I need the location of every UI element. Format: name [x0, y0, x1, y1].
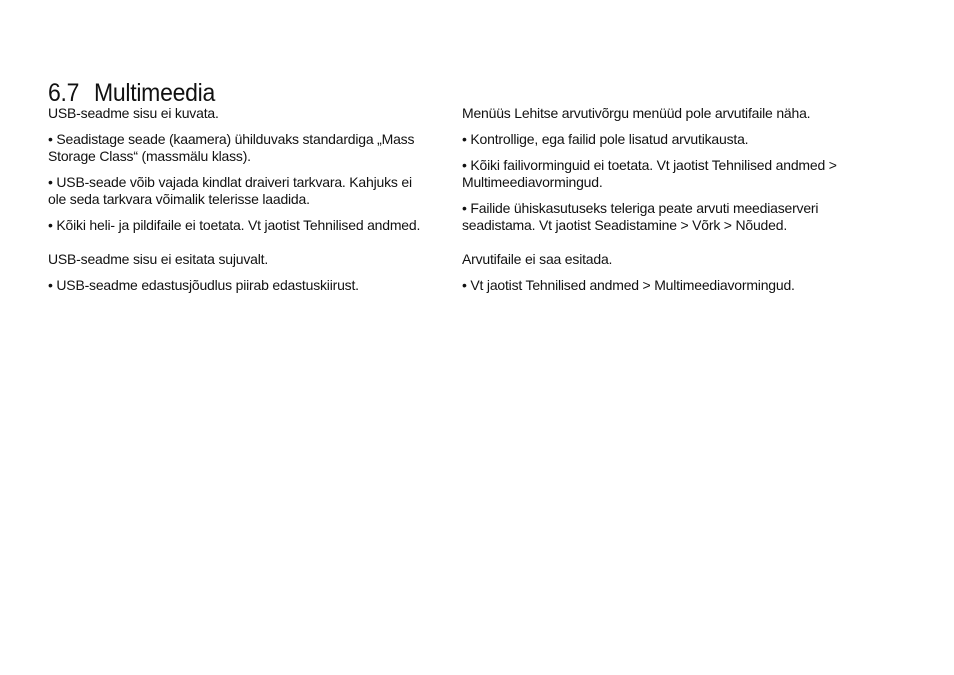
problem-statement: Menüüs Lehitse arvutivõrgu menüüd pole arvutifaile näha. [462, 105, 811, 121]
section-number: 6.7 [48, 78, 80, 107]
solution-bullet: • Failide ühiskasutuseks teleriga peate arvuti meediaserveri seadistama. Vt jaotist Seadistamine > Võrk > Nõuded. [462, 200, 819, 233]
section-title: Multimeedia [94, 78, 215, 107]
solution-bullet: • USB-seade võib vajada kindlat draiveri tarkvara. Kahjuks ei ole seda tarkvara võimalik telerisse laadida. [48, 174, 412, 207]
left-column [48, 105, 430, 303]
section-heading [48, 77, 215, 109]
problem-statement: Arvutifaile ei saa esitada. [462, 251, 613, 267]
problem-statement: USB-seadme sisu ei esitata sujuvalt. [48, 251, 269, 267]
solution-bullet: • Seadistage seade (kaamera) ühilduvaks standardiga „Mass Storage Class“ (massmälu klass). [48, 131, 415, 164]
troubleshoot-group [48, 105, 430, 234]
troubleshoot-group [462, 251, 844, 294]
solution-bullet: • Kõiki failivorminguid ei toetata. Vt jaotist Tehnilised andmed > Multimeediavormingud. [462, 157, 837, 190]
troubleshoot-group [462, 105, 844, 234]
solution-bullet: • Kõiki heli- ja pildifaile ei toetata. Vt jaotist Tehnilised andmed. [48, 217, 421, 233]
right-column [462, 105, 844, 303]
solution-bullet: • Vt jaotist Tehnilised andmed > Multimeediavormingud. [462, 277, 795, 293]
solution-bullet: • USB-seadme edastusjõudlus piirab edastuskiirust. [48, 277, 359, 293]
troubleshoot-group [48, 251, 430, 294]
solution-bullet: • Kontrollige, ega failid pole lisatud arvutikausta. [462, 131, 749, 147]
problem-statement: USB-seadme sisu ei kuvata. [48, 105, 219, 121]
